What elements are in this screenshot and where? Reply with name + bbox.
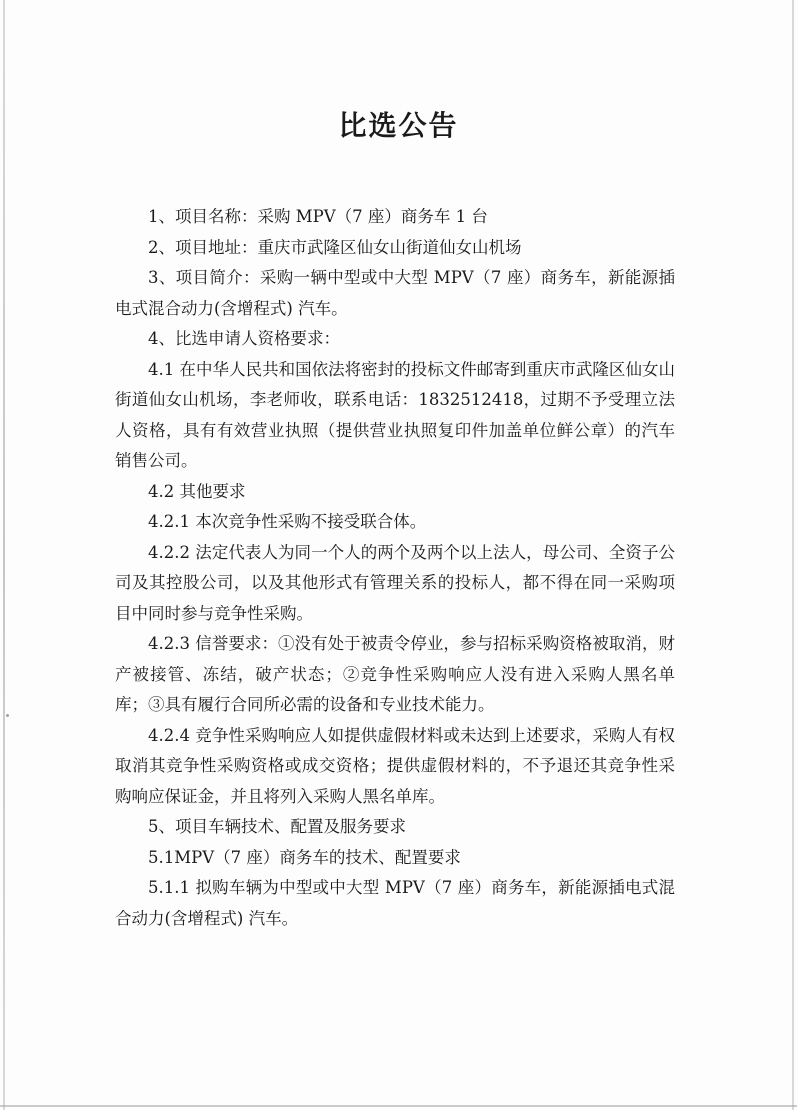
document-body bbox=[115, 202, 675, 934]
paragraph-5-1-1: 5.1.1 拟购车辆为中型或中大型 MPV（7 座）商务车，新能源插电式混合动力(含增程式) 汽车。 bbox=[115, 878, 675, 928]
paragraph-4-2-1: 4.2.1 本次竞争性采购不接受联合体。 bbox=[148, 512, 427, 531]
scan-left-edge bbox=[3, 0, 5, 1110]
paragraph-4-2-3: 4.2.3 信誉要求：①没有处于被责令停业，参与招标采购资格被取消，财产被接管、冻结，破产状态；②竞争性采购响应人没有进入采购人黑名单库；③具有履行合同所必需的设备和专业技术能力。 bbox=[115, 634, 675, 714]
paragraph-4-2-2: 4.2.2 法定代表人为同一个人的两个及两个以上法人，母公司、全资子公司及其控股公司，以及其他形式有管理关系的投标人，都不得在同一采购项目中同时参与竞争性采购。 bbox=[115, 542, 675, 623]
scan-bottom-edge bbox=[0, 1105, 797, 1107]
scan-speck bbox=[6, 714, 9, 717]
page-title: 比选公告 bbox=[338, 109, 459, 142]
paragraph-vehicle-requirements: 5、项目车辆技术、配置及服务要求 bbox=[148, 817, 406, 836]
paragraph-4-2-4: 4.2.4 竞争性采购响应人如提供虚假材料或未达到上述要求，采购人有权取消其竞争性采购资格或成交资格；提供虚假材料的，不予退还其竞争性采购响应保证金，并且将列入采购人黑名单库。 bbox=[115, 725, 675, 806]
scan-right-edge bbox=[792, 0, 794, 1110]
paragraph-project-summary: 3、项目简介：采购一辆中型或中大型 MPV（7 座）商务车，新能源插电式混合动力(含增程式) 汽车。 bbox=[115, 268, 675, 318]
paragraph-project-address: 2、项目地址：重庆市武隆区仙女山街道仙女山机场 bbox=[148, 237, 522, 257]
paragraph-project-name: 1、项目名称：采购 MPV（7 座）商务车 1 台 bbox=[148, 207, 488, 226]
paragraph-qualification-heading: 4、比选申请人资格要求： bbox=[148, 329, 340, 348]
paragraph-4-2: 4.2 其他要求 bbox=[148, 481, 246, 501]
paragraph-5-1: 5.1MPV（7 座）商务车的技术、配置要求 bbox=[148, 847, 461, 867]
paragraph-4-1: 4.1 在中华人民共和国依法将密封的投标文件邮寄到重庆市武隆区仙女山街道仙女山机场，李老师收，联系电话：1832512418，过期不予受理立法人资格，具有有效营业执照（提供营业执照复印件加盖单位鲜公章）的汽车销售公司。 bbox=[115, 359, 675, 470]
